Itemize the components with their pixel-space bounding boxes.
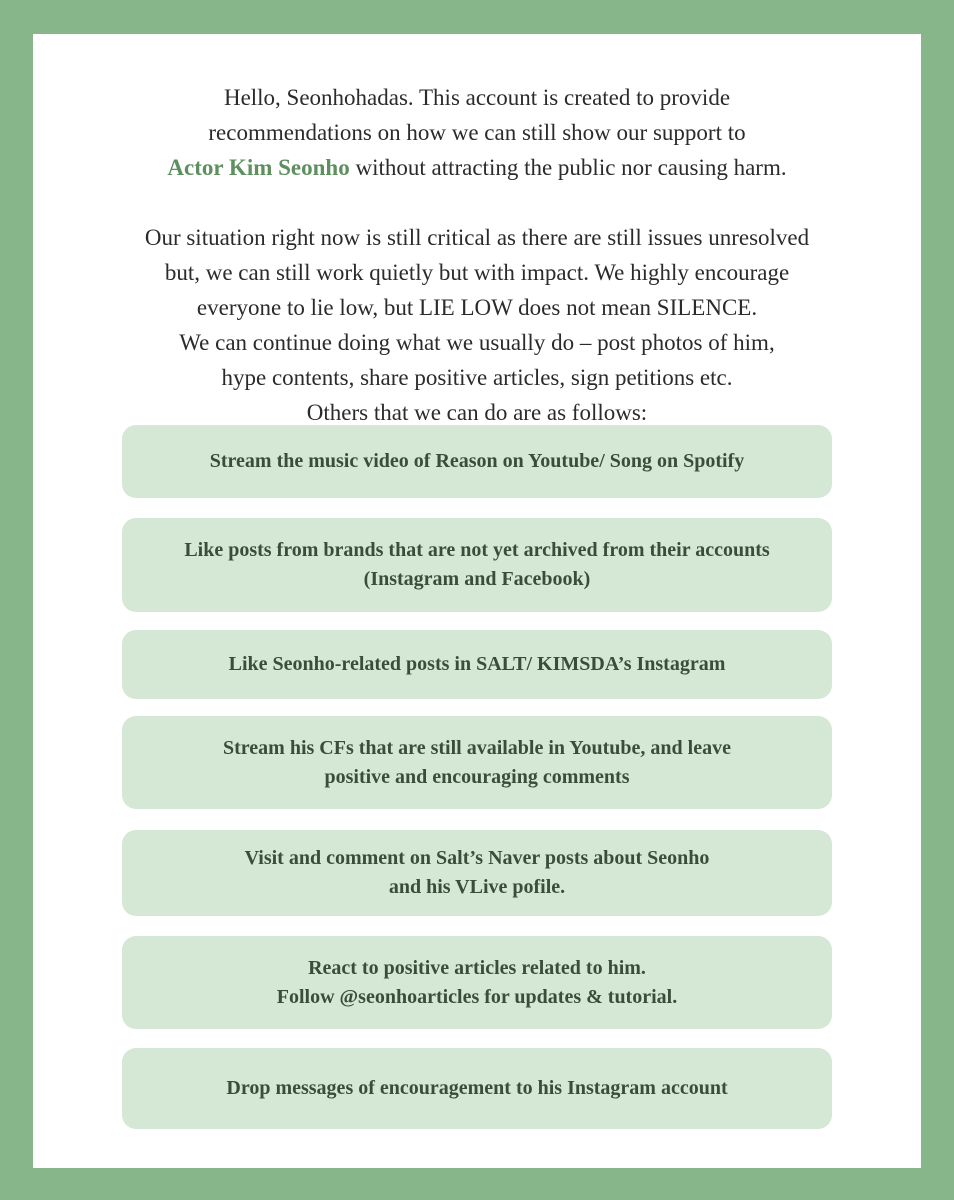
recommendation-item-stream-cfs xyxy=(122,716,832,809)
recommendation-item-like-salt-posts xyxy=(122,630,832,699)
item-text: Stream the music video of Reason on Youtube/ Song on Spotify xyxy=(209,450,745,472)
intro-line: Hello, Seonhohadas. This account is created to provide xyxy=(223,85,731,110)
recommendation-item-instagram-messages xyxy=(122,1048,832,1129)
content-card xyxy=(33,34,921,1168)
item-text: Stream his CFs that are still available in Youtube, and leave xyxy=(223,736,731,759)
intro-line xyxy=(33,150,921,185)
intro-line: everyone to lie low, but LIE LOW does not mean SILENCE. xyxy=(196,295,758,320)
item-text: and his VLive pofile. xyxy=(388,876,566,898)
intro-line: but, we can still work quietly but with impact. We highly encourage xyxy=(164,260,790,285)
recommendation-item-stream-reason xyxy=(122,425,832,498)
actor-name-highlight: Actor Kim Seonho xyxy=(167,155,350,180)
item-text: (Instagram and Facebook) xyxy=(363,568,591,590)
item-text: Follow @seonhoarticles for updates & tutorial. xyxy=(276,985,678,1008)
paragraph-gap xyxy=(33,185,921,220)
item-text: Drop messages of encouragement to his Instagram account xyxy=(226,1077,728,1099)
recommendation-item-react-articles xyxy=(122,936,832,1029)
intro-line: Our situation right now is still critical as there are still issues unresolved xyxy=(144,225,810,250)
intro-line: Others that we can do are as follows: xyxy=(306,400,648,425)
intro-line: We can continue doing what we usually do – post photos of him, xyxy=(179,330,775,355)
item-text: React to positive articles related to him. xyxy=(308,956,646,979)
item-text: Like posts from brands that are not yet archived from their accounts xyxy=(184,539,770,561)
recommendation-item-naver-vlive xyxy=(122,830,832,916)
intro-text xyxy=(33,80,921,430)
item-text: Visit and comment on Salt’s Naver posts about Seonho xyxy=(244,847,710,869)
intro-line-rest: without attracting the public nor causing harm. xyxy=(349,155,787,180)
intro-line: recommendations on how we can still show our support to xyxy=(208,120,746,145)
intro-line: hype contents, share positive articles, sign petitions etc. xyxy=(221,365,733,390)
item-text: Like Seonho-related posts in SALT/ KIMSDA’s Instagram xyxy=(228,653,726,675)
item-text: positive and encouraging comments xyxy=(324,765,630,788)
recommendation-item-like-brand-posts xyxy=(122,518,832,612)
